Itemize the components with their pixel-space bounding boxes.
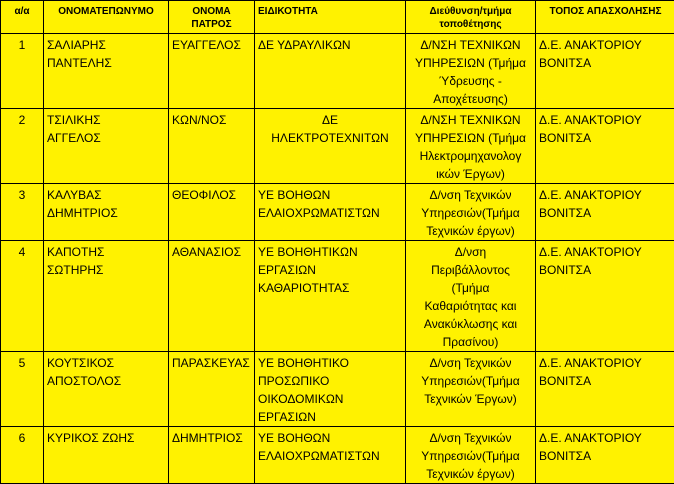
cell-specialty: ΥΕ ΒΟΗΘΗΤΙΚΩΝ ΕΡΓΑΣΙΩΝ ΚΑΘΑΡΙΟΤΗΤΑΣ xyxy=(255,241,406,352)
cell-directorate: Δ/νση Τεχνικών Υπηρεσιών(Τμήμα Τεχνικών Έργων) xyxy=(406,352,536,427)
cell-specialty: ΥΕ ΒΟΗΘΩΝ ΕΛΑΙΟΧΡΩΜΑΤΙΣΤΩΝ xyxy=(255,427,406,484)
cell-name: ΚΑΛΥΒΑΣ ΔΗΜΗΤΡΙΟΣ xyxy=(44,184,169,241)
cell-directorate: Δ/νση Τεχνικών Υπηρεσιών(Τμήμα Τεχνικών έργων) xyxy=(406,427,536,484)
cell-specialty: ΥΕ ΒΟΗΘΗΤΙΚΟ ΠΡΟΣΩΠΙΚΟ ΟΙΚΟΔΟΜΙΚΩΝ ΕΡΓΑΣΙΩΝ xyxy=(255,352,406,427)
cell-father-name: ΠΑΡΑΣΚΕΥΑΣ xyxy=(169,352,255,427)
cell-father-name: ΔΗΜΗΤΡΙΟΣ xyxy=(169,427,255,484)
cell-workplace: Δ.Ε. ΑΝΑΚΤΟΡΙΟΥ ΒΟΝΙΤΣΑ xyxy=(536,241,674,352)
cell-name: ΤΣΙΛΙΚΗΣ ΑΓΓΕΛΟΣ xyxy=(44,109,169,184)
cell-father-name: ΚΩΝ/ΝΟΣ xyxy=(169,109,255,184)
table-row xyxy=(1,184,674,241)
table-row xyxy=(1,34,674,109)
cell-specialty: ΔΕ ΗΛΕΚΤΡΟΤΕΧΝΙΤΩΝ xyxy=(255,109,406,184)
cell-specialty: ΔΕ ΥΔΡΑΥΛΙΚΩΝ xyxy=(255,34,406,109)
header-father-name: ΟΝΟΜΑ ΠΑΤΡΟΣ xyxy=(169,1,255,34)
cell-name: ΚΥΡΙΚΟΣ ΖΩΗΣ xyxy=(44,427,169,484)
cell-directorate: Δ/νση Περιβάλλοντος (Τμήμα Καθαριότητας και Ανακύκλωσης και Πρασίνου) xyxy=(406,241,536,352)
table-row xyxy=(1,241,674,352)
table-row xyxy=(1,427,674,484)
cell-father-name: ΑΘΑΝΑΣΙΟΣ xyxy=(169,241,255,352)
header-directorate: Διεύθυνση/τμήμα τοποθέτησης xyxy=(406,1,536,34)
cell-num: 1 xyxy=(1,34,44,109)
cell-workplace: Δ.Ε. ΑΝΑΚΤΟΡΙΟΥ ΒΟΝΙΤΣΑ xyxy=(536,427,674,484)
header-num: α/α xyxy=(1,1,44,34)
cell-name: ΣΑΛΙΑΡΗΣ ΠΑΝΤΕΛΗΣ xyxy=(44,34,169,109)
cell-workplace: Δ.Ε. ΑΝΑΚΤΟΡΙΟΥ ΒΟΝΙΤΣΑ xyxy=(536,109,674,184)
cell-directorate: Δ/νση Τεχνικών Υπηρεσιών(Τμήμα Τεχνικών έργων) xyxy=(406,184,536,241)
cell-father-name: ΘΕΟΦΙΛΟΣ xyxy=(169,184,255,241)
cell-num: 4 xyxy=(1,241,44,352)
cell-specialty: ΥΕ ΒΟΗΘΩΝ ΕΛΑΙΟΧΡΩΜΑΤΙΣΤΩΝ xyxy=(255,184,406,241)
cell-workplace: Δ.Ε. ΑΝΑΚΤΟΡΙΟΥ ΒΟΝΙΤΣΑ xyxy=(536,184,674,241)
header-specialty: ΕΙΔΙΚΟΤΗΤΑ xyxy=(255,1,406,34)
cell-num: 2 xyxy=(1,109,44,184)
cell-workplace: Δ.Ε. ΑΝΑΚΤΟΡΙΟΥ ΒΟΝΙΤΣΑ xyxy=(536,34,674,109)
table-row xyxy=(1,109,674,184)
cell-name: ΚΑΠΟΤΗΣ ΣΩΤΗΡΗΣ xyxy=(44,241,169,352)
cell-directorate: Δ/ΝΣΗ ΤΕΧΝΙΚΩΝ ΥΠΗΡΕΣΙΩΝ (Τμήμα Ύδρευσης - Αποχέτευσης) xyxy=(406,34,536,109)
cell-directorate: Δ/ΝΣΗ ΤΕΧΝΙΚΩΝ ΥΠΗΡΕΣΙΩΝ (Τμήμα Ηλεκτρομηχανολογ ικών Έργων) xyxy=(406,109,536,184)
cell-father-name: ΕΥΑΓΓΕΛΟΣ xyxy=(169,34,255,109)
cell-num: 6 xyxy=(1,427,44,484)
cell-workplace: Δ.Ε. ΑΝΑΚΤΟΡΙΟΥ ΒΟΝΙΤΣΑ xyxy=(536,352,674,427)
cell-name: ΚΟΥΤΣΙΚΟΣ ΑΠΟΣΤΟΛΟΣ xyxy=(44,352,169,427)
table-row xyxy=(1,352,674,427)
header-workplace: ΤΟΠΟΣ ΑΠΑΣΧΟΛΗΣΗΣ xyxy=(536,1,674,34)
cell-num: 3 xyxy=(1,184,44,241)
header-name: ΟΝΟΜΑΤΕΠΩΝΥΜΟ xyxy=(44,1,169,34)
cell-num: 5 xyxy=(1,352,44,427)
table-header-row xyxy=(1,1,674,34)
